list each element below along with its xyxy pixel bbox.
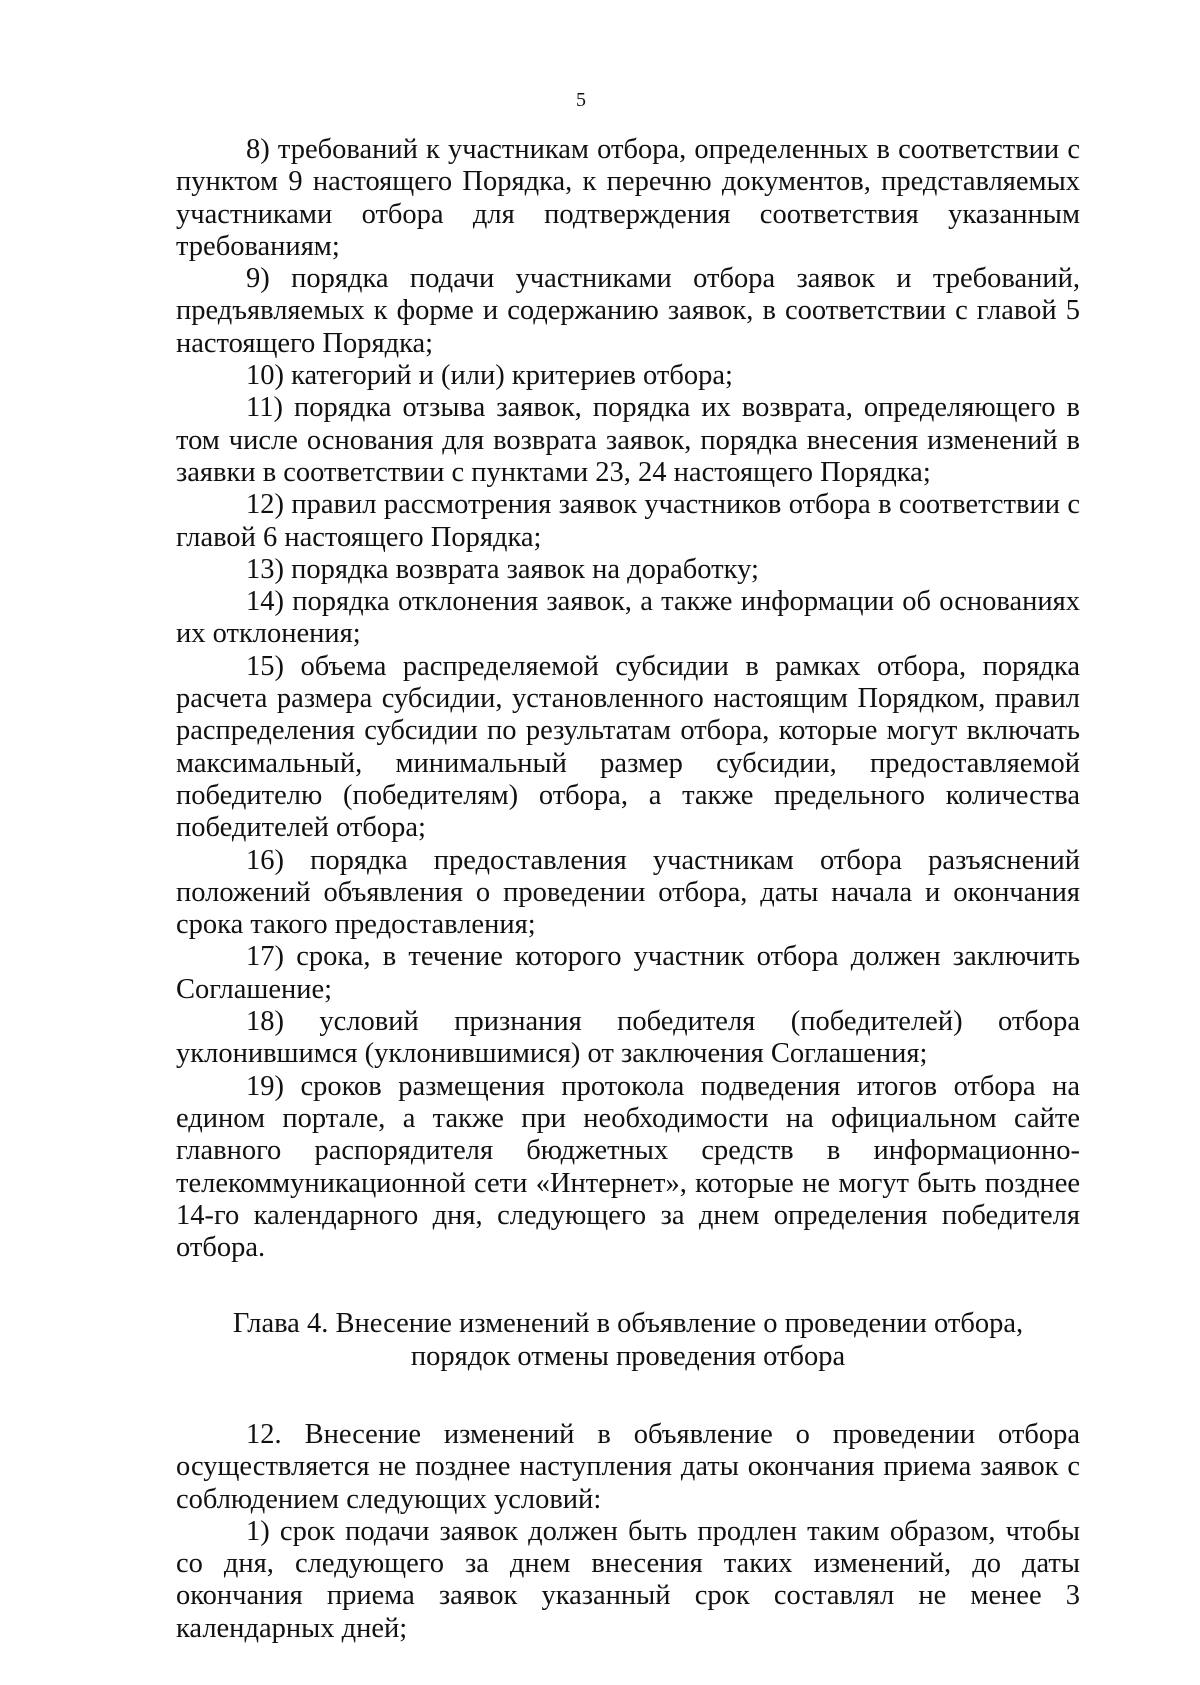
chapter-heading-line-1: Глава 4. Внесение изменений в объявление о проведении отбора, [232, 1308, 1024, 1340]
clause-12: 12. Внесение изменений в объявление о проведении отбора осуществляется не позднее наступления даты окончания приема заявок с соблюдением следующих условий: [176, 1418, 1080, 1515]
list-item-17: 17) срока, в течение которого участник отбора должен заключить Соглашение; [176, 941, 1080, 1005]
document-body [176, 134, 1080, 1645]
clause-12-item-1: 1) срок подачи заявок должен быть продлен таким образом, чтобы со дня, следующего за днем внесения таких изменений, до даты окончания приема заявок указанный срок составлял не менее 3 календарных дней; [176, 1515, 1080, 1644]
list-item-9: 9) порядка подачи участниками отбора заявок и требований, предъявляемых к форме и содержанию заявок, в соответствии с главой 5 настоящего Порядка; [176, 263, 1080, 359]
list-item-16: 16) порядка предоставления участникам отбора разъяснений положений объявления о проведении отбора, даты начала и окончания срока такого предоставления; [176, 844, 1080, 941]
list-item-15: 15) объема распределяемой субсидии в рамках отбора, порядка расчета размера субсидии, установленного настоящим Порядком, правил распределения субсидии по результатам отбора, которые могут включать максимальный, минимальный размер субсидии, предоставляемой победителю (победителям) отбора, а также предельного количества победителей отбора; [176, 650, 1080, 844]
list-item-8: 8) требований к участникам отбора, определенных в соответствии с пунктом 9 настоящего Порядка, к перечню документов, представляемых участниками отбора для подтверждения соответствия указанным требованиям; [176, 134, 1080, 262]
list-item-18: 18) условий признания победителя (победителей) отбора уклонившимся (уклонившимися) от заключения Соглашения; [176, 1006, 1080, 1070]
list-item-19: 19) сроков размещения протокола подведения итогов отбора на едином портале, а также при необходимости на официальном сайте главного распорядителя бюджетных средств в информационно-телекоммуникационной сети «Интернет», которые не могут быть позднее 14-го календарного дня, следующего за днем определения победителя отбора. [176, 1070, 1080, 1264]
list-item-10: 10) категорий и (или) критериев отбора; [246, 360, 733, 392]
list-item-13: 13) порядка возврата заявок на доработку; [246, 553, 759, 585]
list-item-12: 12) правил рассмотрения заявок участников отбора в соответствии с главой 6 настоящего Порядка; [176, 489, 1080, 553]
list-item-14: 14) порядка отклонения заявок, а также информации об основаниях их отклонения; [176, 586, 1080, 650]
chapter-heading [176, 1308, 1080, 1373]
list-item-11: 11) порядка отзыва заявок, порядка их возврата, определяющего в том числе основания для возврата заявок, порядка внесения изменений в заявки в соответствии с пунктами 23, 24 настоящего Порядка; [176, 392, 1080, 488]
chapter-heading-line-2: порядок отмены проведения отбора [410, 1340, 846, 1372]
page-number: 5 [576, 89, 586, 111]
